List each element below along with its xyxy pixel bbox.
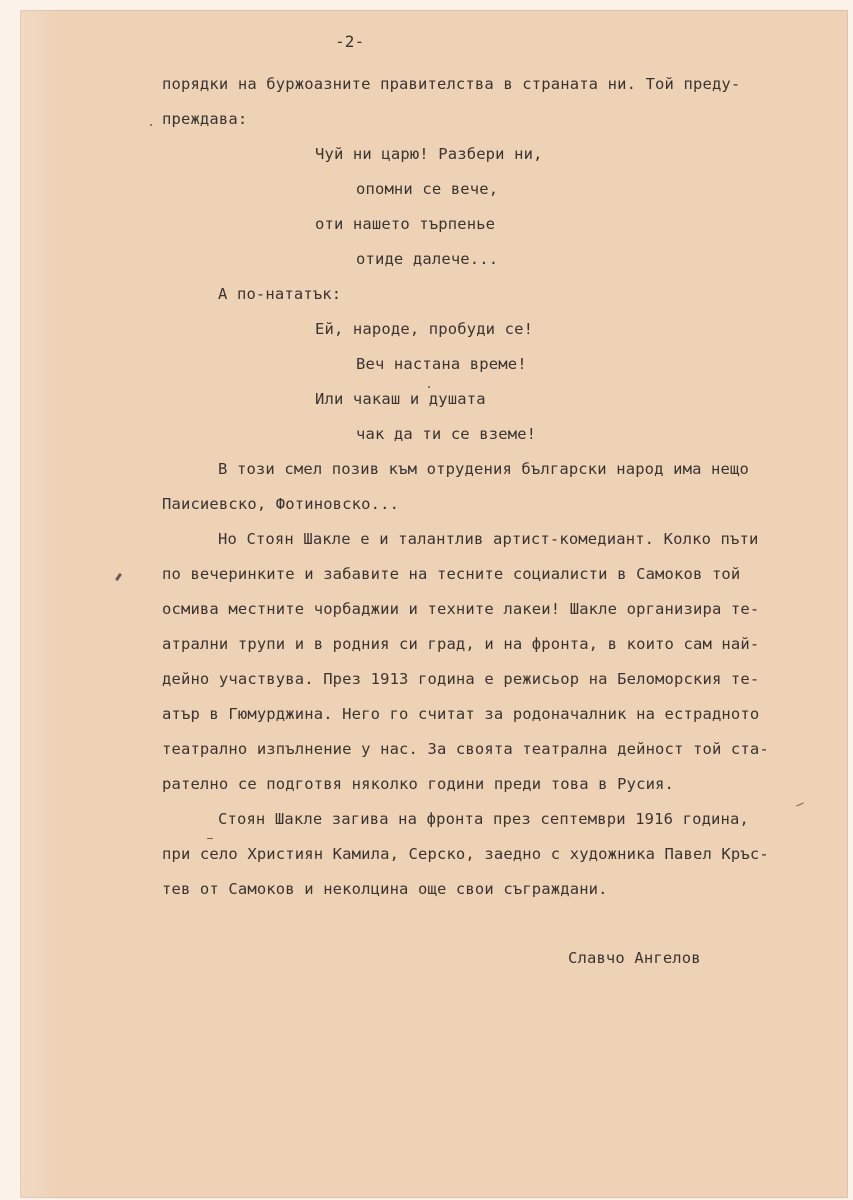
poem-line: Ей, народе, пробуди се! — [315, 320, 534, 338]
poem-line: чак да ти се вземе! — [356, 425, 537, 443]
poem-line: опомни се вече, — [356, 180, 499, 198]
poem-line: Или чакаш и душата — [315, 390, 486, 408]
paper-fold-shading — [20, 10, 60, 1198]
text-line: осмива местните чорбаджии и техните лакеи! Шакле организира те- — [162, 600, 760, 618]
text-line: при село Християн Камила, Серско, заедно с художника Павел Кръс- — [162, 845, 769, 863]
text-line: рателно се подготвя няколко години преди това в Русия. — [162, 775, 675, 793]
text-line: В този смел позив към отрудения български народ има нещо — [218, 460, 749, 478]
poem-line: отиде далече... — [356, 250, 499, 268]
text-line: дейно участвува. През 1913 година е режисьор на Беломорския те- — [162, 670, 760, 688]
text-line: атрални трупи и в родния си град, и на фронта, в които сам най- — [162, 635, 760, 653]
text-line: тев от Самоков и неколцина още свои съграждани. — [162, 880, 608, 898]
author-signature: Славчо Ангелов — [568, 949, 701, 967]
text-line: Паисиевско, Фотиновско... — [162, 495, 400, 513]
text-line: атър в Гюмурджина. Него го считат за родоначалник на естрадното — [162, 705, 760, 723]
ink-speck — [207, 838, 213, 839]
poem-line: оти нашето търпенье — [315, 215, 496, 233]
text-line: А по-нататък: — [218, 285, 342, 303]
text-line: Стоян Шакле загива на фронта през септември 1916 година, — [218, 810, 749, 828]
ink-speck — [150, 124, 152, 126]
text-line: театрално изпълнение у нас. За своята театрална дейност той ста- — [162, 740, 769, 758]
poem-line: Веч настана време! — [356, 355, 527, 373]
text-line: преждава: — [162, 110, 248, 128]
ink-speck — [428, 386, 430, 388]
poem-line: Чуй ни царю! Разбери ни, — [315, 145, 543, 163]
page-number: -2- — [335, 32, 365, 51]
text-line: по вечеринките и забавите на тесните социалисти в Самоков той — [162, 565, 741, 583]
text-line: порядки на буржоазните правителства в страната ни. Той преду- — [162, 75, 741, 93]
text-line: Но Стоян Шакле е и талантлив артист-комедиант. Колко пъти — [218, 530, 759, 548]
